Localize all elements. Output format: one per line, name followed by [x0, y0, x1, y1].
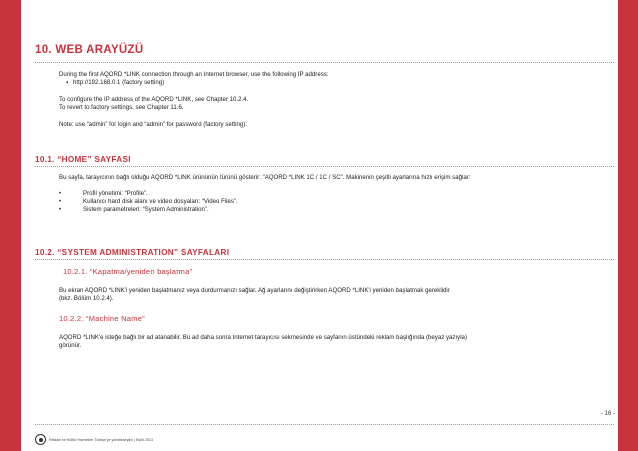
config-line-2: To revert to factory settings, see Chapter 11.6. — [59, 104, 184, 111]
section-10-intro: During the first AQORD *LINK connection through an Internet browser, use the following IP address: — [59, 71, 329, 78]
section-10-title: 10. WEB ARAYÜZÜ — [35, 44, 144, 56]
section-10-1-divider — [35, 166, 614, 167]
list-item: Sistem parametreleri: “System Administration”. — [83, 206, 209, 213]
bullet-icon: • — [59, 190, 62, 197]
bullet-icon: • — [59, 198, 62, 205]
list-item: Profil yönetimi: “Profile”. — [83, 190, 148, 197]
ip-address-bullet: http://192.168.0.1 (factory setting) — [73, 79, 165, 86]
subsection-10-2-2-title: 10.2.2. “Machine Name” — [59, 314, 145, 323]
list-item: Kullanıcı hard disk alanı ve video dosyaları: “Video Files”. — [83, 198, 238, 205]
section-10-2-divider — [35, 259, 614, 260]
document-page — [21, 0, 618, 451]
config-line-1: To configure the IP address of the AQORD *LINK, see Chapter 10.2.4. — [59, 96, 249, 103]
bullet-square-icon: ▪ — [66, 79, 69, 86]
login-note: Note: use “admin” for login and “admin” for password (factory setting). — [59, 121, 247, 128]
subsection-10-2-2-line-2: görünür. — [59, 342, 82, 349]
footer — [35, 434, 153, 445]
bullet-icon: • — [59, 206, 62, 213]
section-10-2-title: 10.2. “SYSTEM ADMINISTRATION” SAYFALARI — [35, 248, 230, 257]
company-logo-icon — [35, 434, 46, 445]
subsection-10-2-1-line-2: (bkz. Bölüm 10.2.4). — [59, 295, 114, 302]
subsection-10-2-1-title: 10.2.1. “Kapatma/yeniden başlatma” — [63, 267, 193, 276]
section-10-divider — [35, 62, 614, 63]
left-accent-band — [0, 0, 21, 451]
section-10-1-intro: Bu sayfa, tarayıcının bağlı olduğu AQORD *LINK ürününün türünü gösterir: "AQORD *LINK 1C / 1C / SC". Makinenin çeşitli ayarlarına hızlı erişim sağlar: — [59, 174, 471, 181]
footer-divider — [35, 424, 614, 425]
section-10-1-title: 10.1. “HOME” SAYFASI — [35, 155, 131, 164]
subsection-10-2-2-line-1: AQORD *LINK'e isteğe bağlı bir ad atanabilir. Bu ad daha sonra Internet tarayıcısı sekmesinde ve sayfanın üstündeki reklam başlığında (beyaz yazıyla) — [59, 334, 467, 341]
right-accent-band — [618, 0, 638, 451]
footer-text: Reklam ve Kültür Hizmetleri Türkiye'ye yönelikseydin | Eylül 2013 — [49, 437, 153, 442]
subsection-10-2-1-line-1: Bu ekran AQORD *LINK'i yeniden başlatmanız veya durdurmanızı sağlar. Ağ ayarlarını değiştirirken AQORD *LINK'i yeniden başlatmak gereklidir — [59, 287, 450, 294]
page-number: - 16 - — [601, 411, 616, 417]
